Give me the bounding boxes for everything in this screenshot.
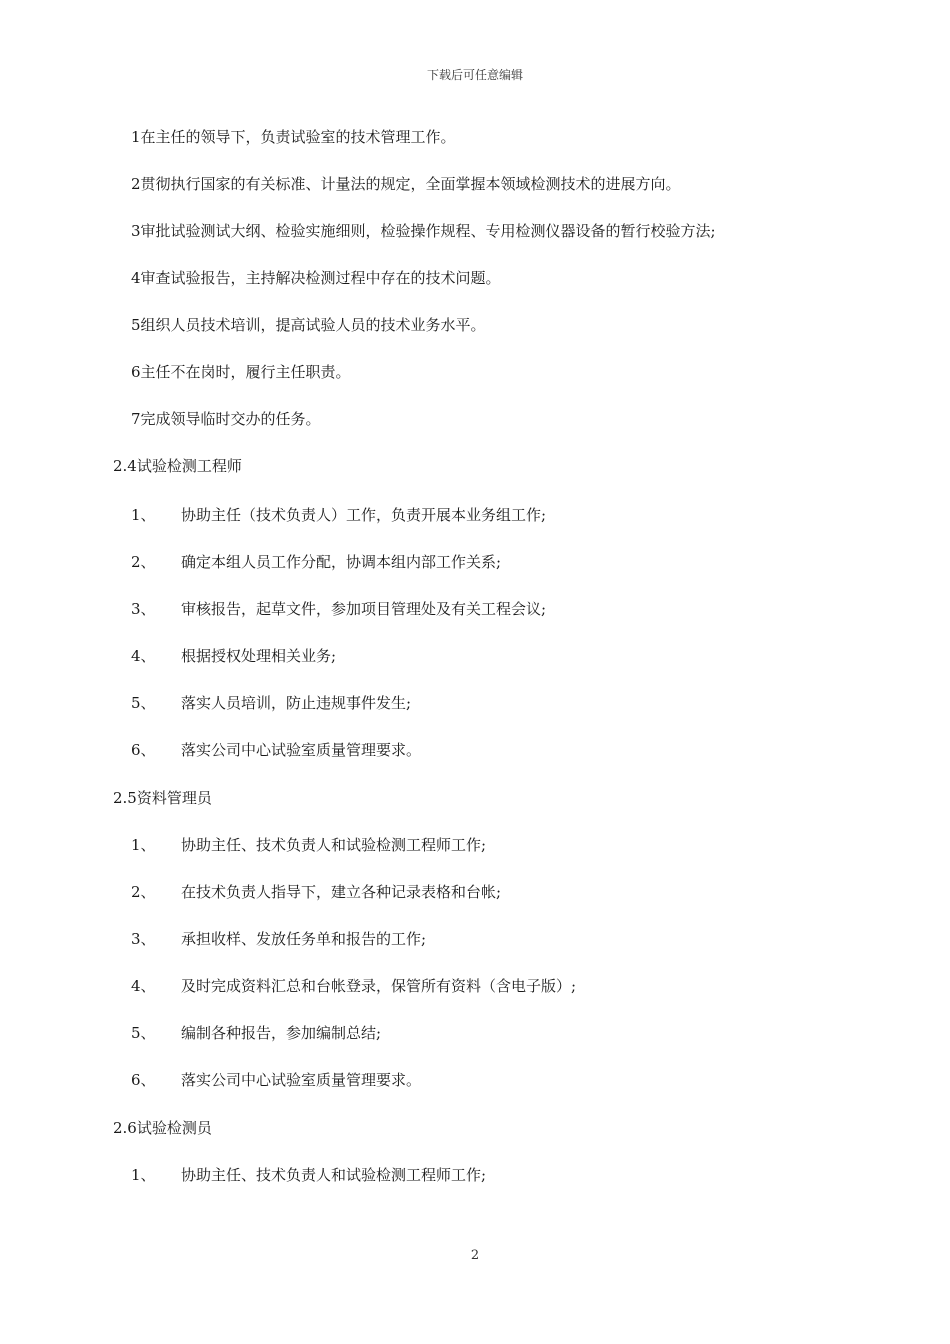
intro-item: 5组织人员技术培训，提高试验人员的技术业务水平。 xyxy=(131,316,486,334)
intro-item: 4审查试验报告，主持解决检测过程中存在的技术问题。 xyxy=(131,269,501,287)
list-item-number: 3、 xyxy=(131,930,156,948)
list-item-text: 根据授权处理相关业务; xyxy=(181,647,337,665)
list-item-text: 确定本组人员工作分配，协调本组内部工作关系; xyxy=(181,553,502,571)
intro-item: 3审批试验测试大纲、检验实施细则，检验操作规程、专用检测仪器设备的暂行校验方法; xyxy=(131,222,716,240)
section-heading: 2.6试验检测员 xyxy=(113,1119,212,1137)
list-item-number: 3、 xyxy=(131,600,156,618)
list-item-number: 2、 xyxy=(131,553,156,571)
list-item-number: 6、 xyxy=(131,1071,156,1089)
list-item-text: 及时完成资料汇总和台帐登录，保管所有资料（含电子版）; xyxy=(181,977,577,995)
list-item-text: 承担收样、发放任务单和报告的工作; xyxy=(181,930,427,948)
intro-item: 7完成领导临时交办的任务。 xyxy=(131,410,321,428)
list-item-text: 审核报告，起草文件，参加项目管理处及有关工程会议; xyxy=(181,600,547,618)
list-item-text: 在技术负责人指导下，建立各种记录表格和台帐; xyxy=(181,883,502,901)
list-item-number: 4、 xyxy=(131,977,156,995)
list-item-text: 落实人员培训，防止违规事件发生; xyxy=(181,694,412,712)
list-item-text: 编制各种报告，参加编制总结; xyxy=(181,1024,382,1042)
page-number: 2 xyxy=(470,1248,480,1263)
list-item-text: 协助主任、技术负责人和试验检测工程师工作; xyxy=(181,836,487,854)
intro-item: 1在主任的领导下，负责试验室的技术管理工作。 xyxy=(131,128,456,146)
list-item-text: 落实公司中心试验室质量管理要求。 xyxy=(181,741,422,759)
page-header: 下载后可任意编辑 xyxy=(426,68,523,82)
list-item-number: 1、 xyxy=(131,506,156,524)
list-item-text: 协助主任（技术负责人）工作，负责开展本业务组工作; xyxy=(181,506,547,524)
intro-item: 6主任不在岗时，履行主任职责。 xyxy=(131,363,351,381)
list-item-number: 6、 xyxy=(131,741,156,759)
intro-item: 2贯彻执行国家的有关标准、计量法的规定，全面掌握本领域检测技术的进展方向。 xyxy=(131,175,681,193)
list-item-number: 5、 xyxy=(131,1024,156,1042)
list-item-number: 2、 xyxy=(131,883,156,901)
list-item-text: 落实公司中心试验室质量管理要求。 xyxy=(181,1071,422,1089)
list-item-number: 1、 xyxy=(131,836,156,854)
list-item-number: 5、 xyxy=(131,694,156,712)
section-heading: 2.5资料管理员 xyxy=(113,789,212,807)
list-item-number: 4、 xyxy=(131,647,156,665)
section-heading: 2.4试验检测工程师 xyxy=(113,457,242,475)
list-item-number: 1、 xyxy=(131,1166,156,1184)
list-item-text: 协助主任、技术负责人和试验检测工程师工作; xyxy=(181,1166,487,1184)
